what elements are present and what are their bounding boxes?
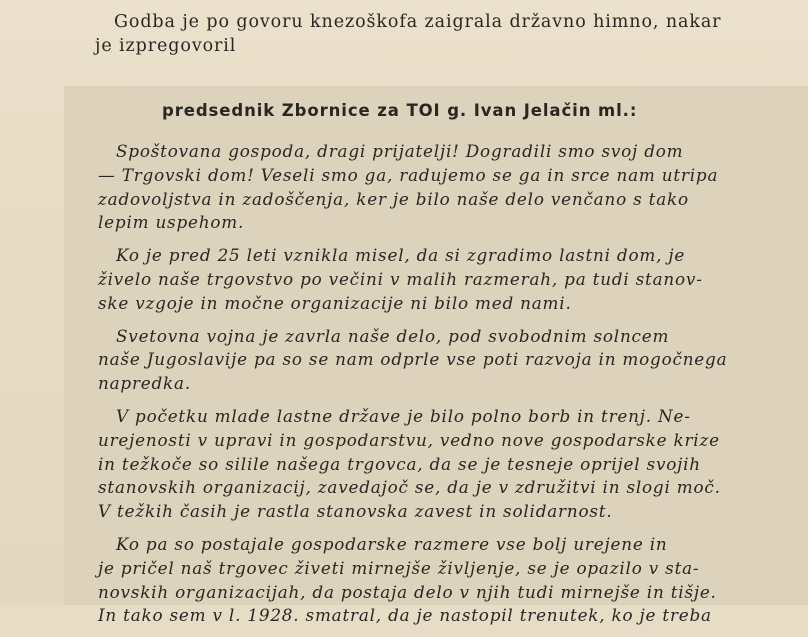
speaker-heading: predsednik Zbornice za TOI g. Ivan Jelačin ml.: <box>162 101 638 120</box>
speech-line: novskih organizacijah, da postaja delo v njih tudi mirnejše in tišje. <box>98 581 717 602</box>
speech-line: lepim uspehom. <box>98 212 245 233</box>
speech-line: In tako sem v l. 1928. smatral, da je nastopil trenutek, ko je treba <box>98 605 712 626</box>
speech-line: napredka. <box>98 373 191 394</box>
speech-line: — Trgovski dom! Veseli smo ga, radujemo se ga in srce nam utripa <box>98 164 719 185</box>
speech-line: Ko je pred 25 leti vznikla misel, da si zgradimo lastni dom, je <box>116 245 686 266</box>
speech-line: zadovoljstva in zadoščenja, ker je bilo naše delo venčano s tako <box>98 188 689 209</box>
speech-line: Svetovna vojna je zavrla naše delo, pod svobodnim solncem <box>116 325 670 346</box>
speech-line: V težkih časih je rastla stanovska zavest in solidarnost. <box>98 501 613 522</box>
speech-line: živelo naše trgovstvo po večini v malih razmerah, pa tudi stanov- <box>98 268 703 289</box>
speech-paragraph <box>98 533 798 628</box>
speech-line: Ko pa so postajale gospodarske razmere vse bolj urejene in <box>116 533 668 554</box>
speech-line: in težkoče so silile našega trgovca, da se je tesneje oprijel svojih <box>98 453 701 474</box>
speech-paragraph <box>98 244 798 315</box>
speech-line: V početku mlade lastne države je bilo polno borb in trenj. Ne- <box>116 405 691 426</box>
intro-text <box>95 10 794 58</box>
speech-line: naše Jugoslavije pa so se nam odprle vse poti razvoja in mogočnega <box>98 349 728 370</box>
intro-line: je izpregovoril <box>95 36 237 56</box>
speech-line: Spoštovana gospoda, dragi prijatelji! Dogradili smo svoj dom <box>116 141 684 161</box>
speech-line: urejenosti v upravi in gospodarstvu, vedno nove gospodarske krize <box>98 429 720 450</box>
speech-paragraph <box>98 325 798 396</box>
speech-paragraph <box>98 140 798 235</box>
speech-paragraph <box>98 405 798 524</box>
speech-line: ske vzgoje in močne organizacije ni bilo med nami. <box>98 292 572 313</box>
speech-line: je pričel naš trgovec živeti mirnejše življenje, se je opazilo v sta- <box>98 557 700 578</box>
intro-line: Godba je po govoru knezoškofa zaigrala državno himno, nakar <box>114 12 722 32</box>
speech-text <box>98 140 798 637</box>
speech-line: stanovskih organizacij, zavedajoč se, da je v združitvi in slogi moč. <box>98 477 721 498</box>
